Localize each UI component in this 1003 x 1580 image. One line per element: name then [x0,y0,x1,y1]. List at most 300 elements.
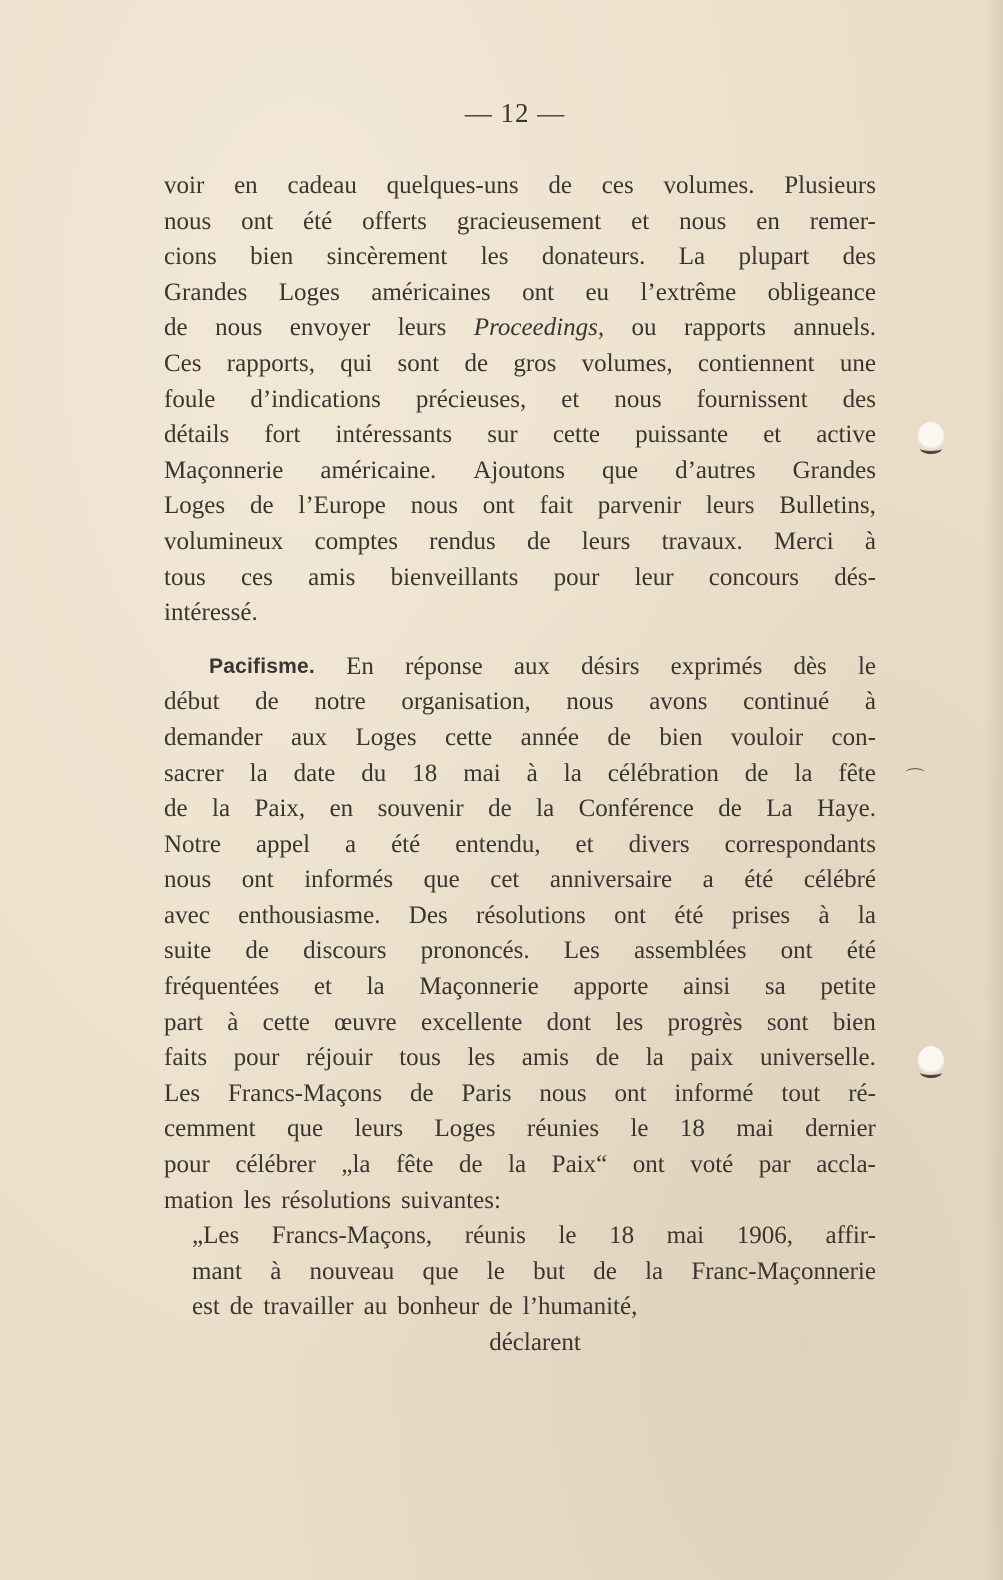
word: ou [631,314,657,342]
word: Loges [355,723,417,751]
word: La [766,795,793,823]
word: les [615,1008,644,1036]
word: Paix, [254,795,306,823]
word: en [329,795,354,823]
word: fête [838,759,876,787]
word: précieuses, [415,385,527,413]
word: apporte [573,973,649,1001]
word: affir- [825,1222,876,1250]
text-line [164,346,876,382]
word: remer- [809,207,876,235]
word: résolutions [476,901,586,929]
word: voir [164,172,205,199]
text-line [164,524,876,560]
word: cadeau [287,172,357,199]
word: ont [241,866,274,894]
word: sur [487,421,518,449]
word: informés [304,866,394,894]
word: dernier [805,1115,876,1143]
word: travailler [263,1293,354,1321]
text-line [164,684,876,720]
paragraph-pacifisme [164,649,876,1219]
word: excellente [420,1008,523,1036]
word: plupart [738,243,810,271]
word: demander [164,723,263,751]
word: le [630,1115,649,1143]
word: rapports, [226,349,315,377]
word: volumineux [164,527,284,555]
text-line [164,1076,876,1112]
word: a [702,866,714,894]
word: offerts [362,207,427,235]
word: ces [601,172,634,199]
word: organisation, [401,688,531,716]
word: ainsi [683,973,731,1001]
word: enthousiasme. [238,901,381,929]
word: Les [563,937,600,965]
word: début [164,688,220,716]
text-line [164,595,876,631]
text-line [164,239,876,275]
word: de [255,688,279,716]
word: rendus [429,527,496,555]
word: nous [539,1079,587,1107]
word: aux [290,723,328,751]
word: les [243,1186,272,1214]
word: avec [164,901,210,929]
word: la [508,1151,527,1179]
word: que [423,866,460,894]
word: divers [628,830,690,858]
word: réunies [526,1115,600,1143]
word: leur [634,563,674,591]
word: „Les [192,1222,240,1250]
closing-word: déclarent [489,1329,581,1356]
word: mai [736,1115,774,1143]
word: Bulletins, [779,492,876,520]
word: été [846,937,876,965]
word: tous [399,1044,441,1072]
page-edge-shadow [985,0,1003,1580]
word: cemment [164,1115,256,1143]
word: „la [341,1151,371,1179]
word: leurs [705,492,755,520]
word: Loges [434,1115,496,1143]
word: cette [445,723,493,751]
word: de [164,795,188,823]
word: ces [240,563,273,591]
word: parvenir [597,492,682,520]
word: leurs [581,527,631,555]
word: que [601,456,639,484]
text-line [164,791,876,827]
word: Ajoutons [473,456,565,484]
word: en [756,207,780,235]
word: leurs [354,1115,404,1143]
word: ont [780,937,813,965]
word: l’Europe [298,492,386,520]
word: la [563,759,582,787]
word: Paix“ [551,1151,608,1179]
word: prononcés. [420,937,530,965]
word: nous [614,385,662,413]
word: de [595,1044,620,1072]
text-line [164,933,876,969]
word: Francs-Maçons, [271,1222,433,1250]
word: de [548,172,572,199]
word: amis [308,563,356,591]
word: à [227,1008,239,1036]
word: Plusieurs [784,172,876,199]
word: fait [539,492,573,520]
word: au [363,1293,388,1321]
word: fort [264,421,301,449]
word: anniversaire [549,866,673,894]
text-line [164,649,876,685]
word: et [313,973,332,1001]
word: dés- [834,563,876,591]
word: volumes, [581,349,673,377]
word: intéressé. [164,599,258,627]
word: nous [410,492,458,520]
word: été [744,866,774,894]
word: intéressants [335,421,453,449]
word: une [839,349,876,377]
word: résolutions [281,1186,391,1214]
text-line [164,1183,876,1219]
word: nouveau [309,1257,395,1285]
word: Maçonnerie [164,456,284,484]
word: nous [164,866,212,894]
word: le [857,652,876,680]
text-line [164,382,876,418]
word: contiennent [697,349,815,377]
text-line [164,275,876,311]
word: l’extrême [640,278,737,306]
word: ont [632,1151,665,1179]
word: le [558,1222,577,1250]
word: et [575,830,594,858]
word: vouloir [730,723,804,751]
word: Maçonnerie [419,973,539,1001]
word: exprimés [670,652,763,680]
word: Les [164,1079,201,1107]
text-line [164,310,876,346]
text-line [164,1147,876,1183]
section-heading: Pacifisme. [209,654,315,678]
word: correspondants [724,830,876,858]
word: ont [522,278,555,306]
word: ré- [848,1079,876,1107]
word: amis [521,1044,570,1072]
word: bonheur [397,1293,480,1321]
word: les [480,243,509,271]
word: fréquentées [164,973,280,1001]
word: célébré [803,866,876,894]
word: tous [164,563,206,591]
word: cet [490,866,520,894]
word: fête [396,1151,434,1179]
text-line [164,168,876,204]
word: Loges [278,278,340,306]
word: but [533,1257,566,1285]
word: Notre [164,830,221,858]
word: cette [262,1008,310,1036]
word: ont [482,492,515,520]
word: Francs-Maçons [228,1079,383,1107]
word: puissante [635,421,729,449]
word: dont [546,1008,592,1036]
word: et [561,385,580,413]
word: bienveillants [390,563,519,591]
word: la [857,901,876,929]
word: active [816,421,876,449]
text-line [164,1289,876,1325]
word: prises [731,901,791,929]
word: Grandes [792,456,876,484]
word: souvenir [377,795,464,823]
word: de [229,1293,254,1321]
word: réjouir [306,1044,373,1072]
word: En [346,652,374,680]
word: concours [708,563,800,591]
word: par [758,1151,791,1179]
word: petite [820,973,876,1001]
word: paix [690,1044,734,1072]
word: suite [164,937,212,965]
word: et [763,421,782,449]
word: Grandes [164,278,248,306]
word: que [422,1257,459,1285]
word: bien [659,723,703,751]
word: eu [585,278,610,306]
punch-hole-top [918,422,944,452]
text-line [164,453,876,489]
word: des [842,243,876,271]
word: discours [303,937,387,965]
word: de [410,1079,434,1107]
word: universelle. [759,1044,876,1072]
word: d’autres [675,456,756,484]
word: appel [255,830,311,858]
word: été [391,830,421,858]
word: du [361,759,387,787]
word: leurs [397,314,447,342]
word: de [164,314,188,342]
word: nous [164,207,212,235]
word: la [249,759,268,787]
word: de [593,1257,617,1285]
word: Merci [773,527,834,555]
word: célébrer [235,1151,316,1179]
word: part [164,1008,203,1036]
word: le [486,1257,505,1285]
word: cions [164,243,217,271]
word: de [458,1151,483,1179]
word: qui [340,349,373,377]
word: ont [614,901,647,929]
word: a [345,830,357,858]
margin-mark: ⌒ [905,768,925,790]
word: à [270,1257,282,1285]
paragraph-gap [164,631,876,649]
word: Franc-Maçonnerie [691,1257,876,1285]
word: La [678,243,706,271]
word: foule [164,385,216,413]
word: américaines [371,278,491,306]
text-line [164,720,876,756]
word: été [674,901,704,929]
word: gros [513,349,557,377]
word: la [645,1257,664,1285]
word: à [818,901,830,929]
word: bien [832,1008,876,1036]
word: sont [766,1008,809,1036]
text-line [164,827,876,863]
page-number: — 12 — [464,98,566,128]
word: nous [566,688,614,716]
word: été [303,207,333,235]
word: envoyer [289,314,371,342]
word: pour [553,563,600,591]
word: mant [192,1257,242,1285]
word: la [645,1044,664,1072]
text-line [164,417,876,453]
word: informé [674,1079,754,1107]
word: d’indications [250,385,381,413]
word: réponse [405,652,483,680]
word: les [467,1044,496,1072]
word: sont [397,349,440,377]
word: la [212,795,231,823]
text-line [164,1005,876,1041]
paragraph-acknowledgements [164,168,876,631]
word: obligeance [767,278,876,306]
word: notre [314,688,366,716]
word: mai [666,1222,705,1250]
word: la [794,759,813,787]
closing-word-line [164,1325,876,1361]
word: est [192,1293,220,1321]
word: 18 [412,759,438,787]
word: célébration [607,759,719,787]
word: œuvre [334,1008,397,1036]
text-line [164,560,876,596]
text-line [164,898,876,934]
word: nous [215,314,263,342]
quoted-resolution [164,1218,876,1325]
word: dès [793,652,827,680]
word: l’humanité, [522,1293,638,1321]
word: ont [614,1079,647,1107]
word: annuels. [793,314,876,342]
word: quelques-uns [386,172,519,199]
text-line [164,1040,876,1076]
word: aux [513,652,551,680]
word: pour [233,1044,280,1072]
word: de [526,527,551,555]
word: assemblées [634,937,747,965]
word: progrès [667,1008,743,1036]
word: de [489,1293,513,1321]
word: entendu, [455,830,541,858]
word: faits [164,1044,208,1072]
word: cette [552,421,601,449]
word: Haye. [817,795,876,823]
word: la [366,973,385,1001]
word: Des [408,901,448,929]
word: mai [463,759,501,787]
word: voté [690,1151,734,1179]
word: année [520,723,579,751]
word: que [287,1115,324,1143]
text-line [164,862,876,898]
word: ont [241,207,274,235]
text-line [164,1111,876,1147]
text-line [164,1218,876,1254]
word: de [744,759,769,787]
word: de [607,723,631,751]
word: avons [649,688,708,716]
word: volumes. [663,172,755,199]
word: américaine. [320,456,437,484]
word: suivantes: [400,1186,501,1214]
word: Conférence [578,795,694,823]
text-line [164,1254,876,1290]
body-text [164,168,876,1361]
text-line [164,488,876,524]
word: travaux. [661,527,743,555]
word: à [864,688,876,716]
word: réunis [464,1222,526,1250]
word: con- [831,723,876,751]
word: date [293,759,336,787]
word: fournissent [696,385,808,413]
word: à [864,527,876,555]
word: sa [764,973,786,1001]
word: en [234,172,258,199]
word: des [842,385,876,413]
word: de [718,795,742,823]
text-line [164,756,876,792]
word: 18 [679,1115,705,1143]
word: accla- [816,1151,876,1179]
word: Paris [461,1079,512,1107]
word: continué [743,688,830,716]
word: donateurs. [541,243,646,271]
punch-hole-bottom [918,1046,944,1076]
word: et [631,207,650,235]
word: mation [164,1186,234,1214]
word: tout [781,1079,821,1107]
word: sacrer [164,759,224,787]
word: sincèrement [326,243,448,271]
word: pour [164,1151,210,1179]
word: Loges [164,492,226,520]
word: rapports [684,314,766,342]
word: Ces [164,349,202,377]
word: la [536,795,555,823]
word: de [464,349,489,377]
word: 18 [609,1222,635,1250]
word: comptes [314,527,398,555]
word: détails [164,421,230,449]
word: de [488,795,512,823]
word: à [526,759,538,787]
word: de [245,937,269,965]
word: 1906, [736,1222,793,1250]
text-line [164,204,876,240]
